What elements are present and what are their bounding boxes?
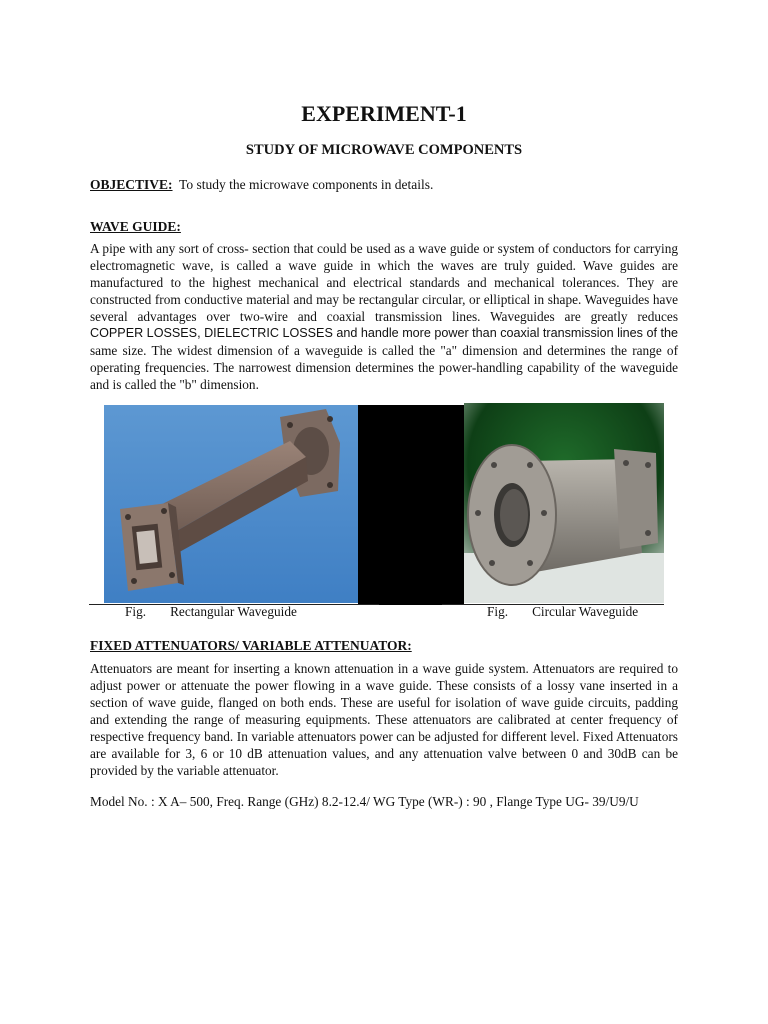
page-title: EXPERIMENT-1 [301,101,467,126]
black-image-block [358,405,464,605]
wave-guide-heading: WAVE GUIDE: [90,219,181,234]
rectangular-waveguide-figure [104,405,358,603]
model-number-line: Model No. : X A– 500, Freq. Range (GHz) 8.2-12.4/ WG Type (WR-) : 90 , Flange Type UG- 39/U9/U [90,794,639,809]
objective-label: OBJECTIVE: [90,177,173,192]
objective-line [90,177,433,193]
wave-guide-text-3: same size. The widest dimension of a waveguide is called the "a" dimension and determines the range of operating frequencies. The narrowest dimension determines the power-handling capability of the waveguide and is called the "b" dimension. [90,343,678,392]
right-fig-label: Fig. [487,604,509,619]
rectangular-waveguide-image [104,405,358,603]
attenuator-paragraph: Attenuators are meant for inserting a known attenuation in a wave guide system. Attenuators are required to adjust power or attenuate the power flowing in a wave guide. These consists of a lossy vane inserted in a section of wave guide, flanged on both ends. These are useful for isolation of wave guide circuits, padding and extending the range of measuring equipments. These attenuators are calibrated at center frequency of respective frequency band. In variable attenuators power can be adjusted for different level. Fixed Attenuators are available for 3, 6 or 10 dB attenuation values, and any attenuation valve between 0 and 30dB can be provided by the variable attenuator. [90,661,678,778]
left-caption-text: Rectangular Waveguide [170,604,297,619]
page-subtitle: STUDY OF MICROWAVE COMPONENTS [245,142,523,158]
circular-waveguide-figure [464,403,664,603]
wave-guide-text-2: COPPER LOSSES, DIELECTRIC LOSSES and handle more power than coaxial transmission lines of the [90,326,678,340]
wave-guide-paragraph [90,240,678,393]
right-figure-caption [487,604,638,620]
left-fig-label: Fig. [125,604,147,619]
wave-guide-text-1: A pipe with any sort of cross- section that could be used as a wave guide or system of conductors for carrying electromagnetic wave, is called a wave guide in which the waves are truly guided. Wave guides are manufactured to the highest mechanical and electrical standards and mechanical tolerances. They are constructed from conductive material and may be rectangular circular, or elliptical in shape. Waveguides have several advantages over two-wire and coaxial transmission lines. Waveguides are greatly reduces [90,241,678,324]
attenuator-heading: FIXED ATTENUATORS/ VARIABLE ATTENUATOR: [90,638,412,653]
right-caption-text: Circular Waveguide [532,604,639,619]
left-figure-caption [125,604,297,620]
circular-waveguide-image [464,403,664,603]
objective-text: To study the microwave components in details. [179,177,434,192]
